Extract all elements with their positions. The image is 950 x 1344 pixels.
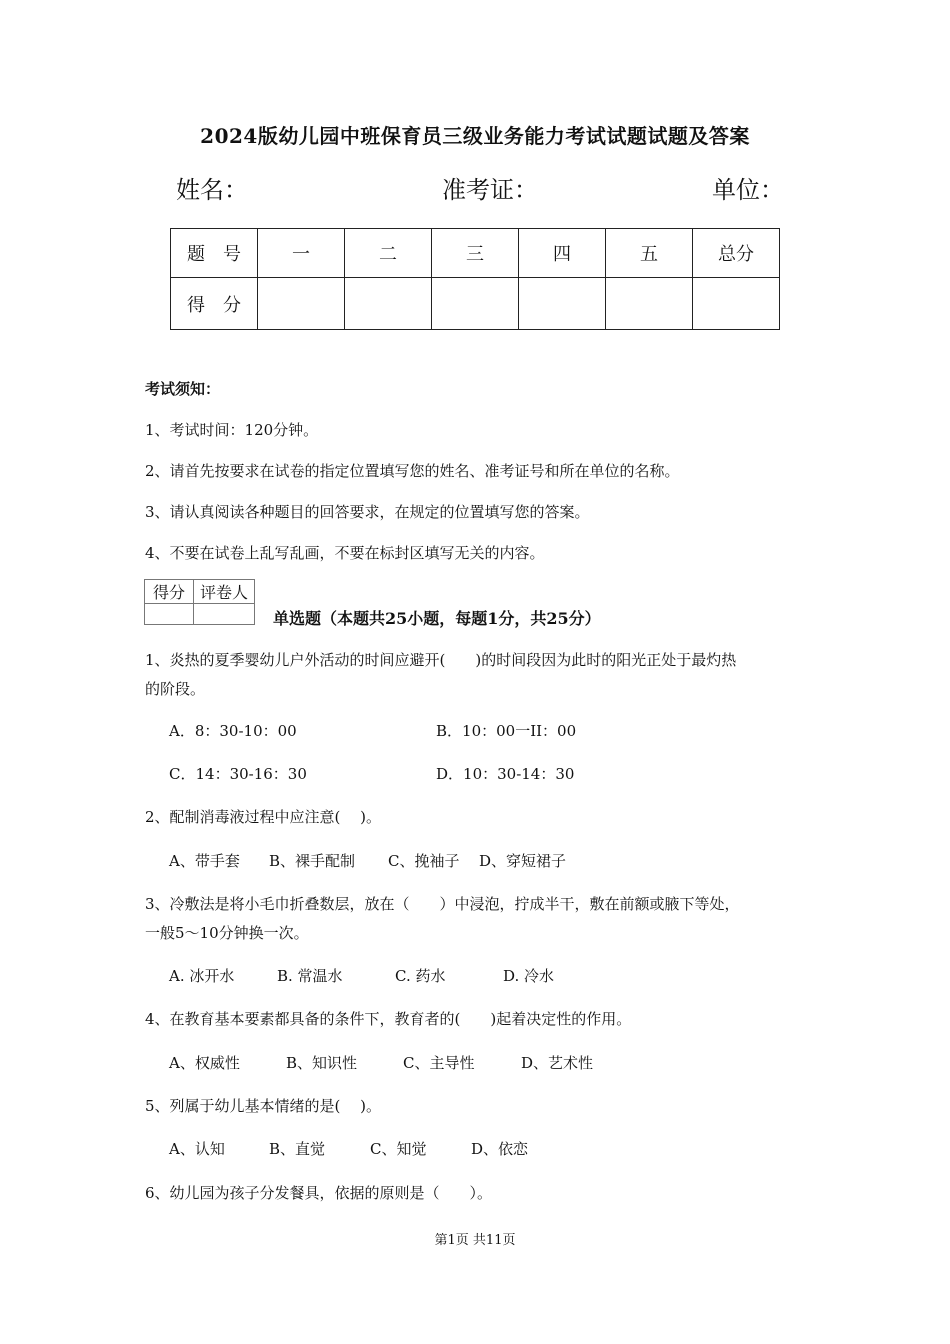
score-cell-1[interactable]	[258, 278, 345, 330]
score-cell-3[interactable]	[432, 278, 519, 330]
question-2-option-a[interactable]: A、带手套	[169, 852, 240, 870]
score-table-header-5: 五	[606, 229, 693, 278]
question-1-option-c[interactable]: C．14：30-16：30	[169, 765, 307, 783]
question-2-text: 2、配制消毒液过程中应注意( )。	[145, 808, 382, 826]
notice-item-4: 4、不要在试卷上乱写乱画，不要在标封区填写无关的内容。	[145, 544, 545, 562]
score-table-header-1: 一	[258, 229, 345, 278]
unit-field-label: 单位：	[712, 176, 784, 204]
question-5-text: 5、列属于幼儿基本情绪的是( )。	[145, 1097, 382, 1115]
question-3-text: 3、冷敷法是将小毛巾折叠数层，放在（ ）中浸泡，拧成半干，敷在前额或腋下等处，	[145, 895, 740, 913]
question-1-option-a[interactable]: A．8：30-10：00	[169, 722, 297, 740]
section-title: 单选题（本题共25小题，每题1分，共25分）	[273, 609, 601, 628]
question-2-option-d[interactable]: D、穿短裙子	[479, 852, 567, 870]
question-4-text: 4、在教育基本要素都具备的条件下，教育者的( )起着决定性的作用。	[145, 1010, 632, 1028]
question-1-text-cont: 的阶段。	[145, 680, 206, 698]
grader-box	[144, 579, 255, 625]
grader-box-score-label: 得分	[145, 580, 194, 604]
grader-box-grader-label: 评卷人	[194, 580, 255, 604]
score-cell-total[interactable]	[693, 278, 780, 330]
question-4-option-a[interactable]: A、权威性	[169, 1054, 240, 1072]
score-cell-2[interactable]	[345, 278, 432, 330]
question-1-option-d[interactable]: D．10：30-14：30	[436, 765, 575, 783]
question-4-option-d[interactable]: D、艺术性	[521, 1054, 594, 1072]
question-2-option-c[interactable]: C、挽袖子	[388, 852, 460, 870]
question-3-text-cont: 一般5～10分钟换一次。	[145, 924, 309, 942]
score-table-row-label: 得 分	[171, 278, 258, 330]
document-title: 2024版幼儿园中班保育员三级业务能力考试试题试题及答案	[200, 124, 750, 148]
question-5-option-c[interactable]: C、知觉	[370, 1140, 427, 1158]
page-footer: 第1页 共11页	[434, 1233, 516, 1248]
score-table-header-label: 题 号	[171, 229, 258, 278]
score-cell-5[interactable]	[606, 278, 693, 330]
grader-box-grader-cell[interactable]	[194, 604, 255, 625]
notice-item-1: 1、考试时间：120分钟。	[145, 421, 319, 439]
score-table-header-2: 二	[345, 229, 432, 278]
question-2-option-b[interactable]: B、裸手配制	[269, 852, 356, 870]
grader-box-score-cell[interactable]	[145, 604, 194, 625]
score-table-header-total: 总分	[693, 229, 780, 278]
score-table-header-3: 三	[432, 229, 519, 278]
question-3-option-c[interactable]: C. 药水	[395, 967, 446, 985]
notice-item-2: 2、请首先按要求在试卷的指定位置填写您的姓名、准考证号和所在单位的名称。	[145, 462, 680, 480]
score-cell-4[interactable]	[519, 278, 606, 330]
question-1-text: 1、炎热的夏季婴幼儿户外活动的时间应避开( )的时间段因为此时的阳光正处于最灼热	[145, 651, 737, 669]
question-3-option-a[interactable]: A. 冰开水	[169, 967, 235, 985]
question-1-option-b[interactable]: B．10：00一II：00	[436, 722, 577, 740]
score-table-header-4: 四	[519, 229, 606, 278]
question-4-option-c[interactable]: C、主导性	[403, 1054, 475, 1072]
question-6-text: 6、幼儿园为孩子分发餐具，依据的原则是（ ）。	[145, 1184, 493, 1202]
question-5-option-a[interactable]: A、认知	[169, 1140, 225, 1158]
exam-id-field-label: 准考证：	[442, 176, 538, 204]
question-5-option-d[interactable]: D、依恋	[471, 1140, 529, 1158]
question-3-option-d[interactable]: D. 冷水	[503, 967, 555, 985]
question-3-option-b[interactable]: B. 常温水	[277, 967, 343, 985]
score-table-score-row	[171, 278, 780, 330]
score-table-header-row	[171, 229, 780, 278]
notice-item-3: 3、请认真阅读各种题目的回答要求，在规定的位置填写您的答案。	[145, 503, 590, 521]
score-table	[170, 228, 780, 330]
question-5-option-b[interactable]: B、直觉	[269, 1140, 326, 1158]
notice-heading: 考试须知：	[145, 380, 221, 398]
question-4-option-b[interactable]: B、知识性	[286, 1054, 358, 1072]
name-field-label: 姓名：	[176, 176, 248, 204]
